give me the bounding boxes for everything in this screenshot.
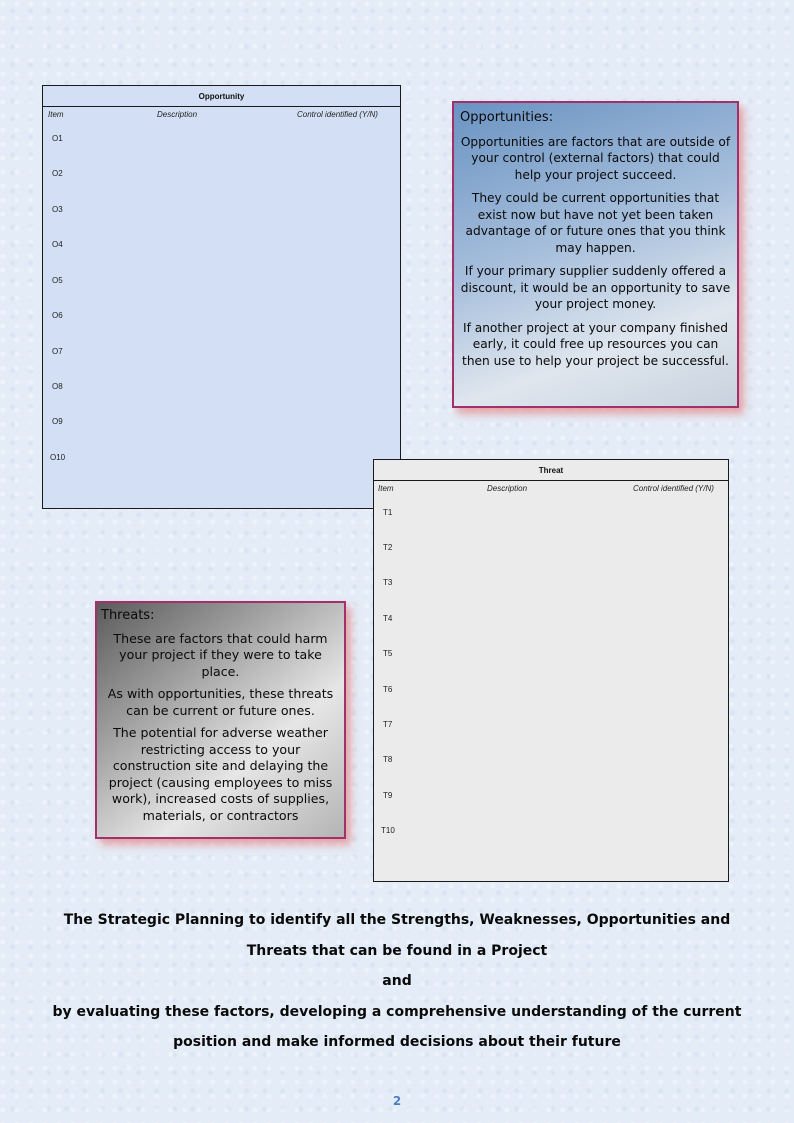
threat-col-item: Item [378,484,394,493]
table-row: O6 [52,311,63,320]
opportunity-col-description: Description [157,110,198,119]
threats-paragraph: As with opportunities, these threats can be current or future ones. [107,686,334,718]
table-row: T5 [383,649,393,658]
threat-table-title: Threat [374,460,728,481]
table-row: T9 [383,791,393,800]
opportunity-table [42,85,401,509]
table-row: T2 [383,543,393,552]
summary-line: and [382,973,412,989]
summary-line: The Strategic Planning to identify all the Strengths, Weaknesses, Opportunities and [63,912,731,928]
opportunity-col-item: Item [48,110,64,119]
table-row: O3 [52,205,63,214]
table-row: T4 [383,614,393,623]
threat-table-header [374,481,728,497]
threat-col-description: Description [487,484,528,493]
opportunities-paragraph: They could be current opportunities that exist now but have not yet been taken advantage of or future ones that you think may happen. [465,191,726,255]
table-row: O10 [50,453,66,462]
table-row: O7 [52,347,63,356]
opportunities-paragraph: Opportunities are factors that are outside of your control (external factors) that could help your project succeed. [460,134,731,182]
table-row: T10 [381,826,395,835]
opportunity-table-header [43,107,400,123]
opportunities-paragraph: If your primary supplier suddenly offered a discount, it would be an opportunity to save your project money. [460,264,731,311]
table-row: O8 [52,382,63,391]
threats-callout [95,601,346,839]
summary-line: Threats that can be found in a Project [246,942,548,959]
table-row: O5 [52,276,63,285]
threat-col-control: Control identified (Y/N) [633,484,714,493]
opportunity-table-title: Opportunity [43,86,400,107]
threats-paragraph: The potential for adverse weather restricting access to your construction site and delaying the project (causing employees to miss work), increased costs of supplies, materials, or contractors [108,725,333,823]
opportunities-heading: Opportunities: [460,110,554,125]
threats-paragraph: These are factors that could harm your project if they were to take place. [113,630,328,679]
page-number: 2 [392,1094,402,1108]
summary-line: by evaluating these factors, developing a comprehensive understanding of the current [52,1003,742,1020]
threats-heading: Threats: [101,608,155,623]
summary-line: position and make informed decisions about their future [173,1034,621,1050]
summary-text [40,905,754,1058]
opportunities-paragraph: If another project at your company finished early, it could free up resources you can then use to help your project be successful. [462,320,729,368]
opportunity-col-control: Control identified (Y/N) [297,110,378,119]
table-row: O4 [52,240,63,249]
table-row: T7 [383,720,393,729]
table-row: O1 [52,134,63,143]
table-row: T6 [383,685,393,694]
table-row: O9 [52,417,63,426]
table-row: O2 [52,169,63,178]
threat-table [373,459,729,882]
opportunities-callout [452,101,739,408]
table-row: T1 [383,508,393,517]
table-row: T8 [383,755,393,764]
table-row: T3 [383,578,393,587]
